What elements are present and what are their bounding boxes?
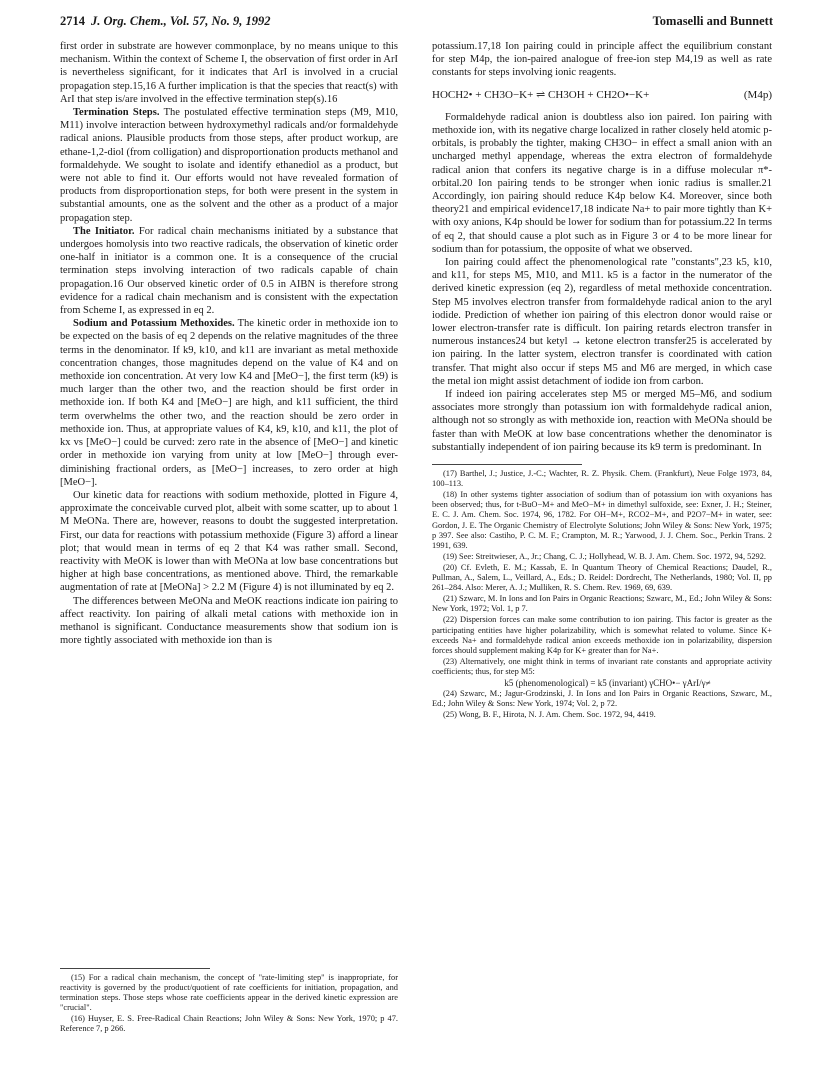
paragraph-text: The postulated effective termination steps (M9, M10, M11) involve interaction between hydroxymethyl radicals and/or formaldehyde radical anions. Plausible products from those steps, after product workup, are ethane-1,2-diol (from colligation) and disproportionation products methanol and formaldehyde. We sought to isolate and identify ethanediol as a product, but were not able to find it. Our efforts would not have revealed formation of products from disproportionation steps, for both were present in the system in substantial amounts, one as the solvent and the other as a product of a major propagation step. <box>60 107 398 224</box>
journal-citation: J. Org. Chem., Vol. 57, No. 9, 1992 <box>91 14 271 28</box>
paragraph: Formaldehyde radical anion is doubtless also ion paired. Ion pairing with methoxide ion, with its negative charge localized in rather closely held atomic p-orbitals, is probably the tighter, making CH3O− in effect a small anion with an uncharged methyl appendage, whereas the extra electron of formaldehyde radical anion that confers its negative charge is in a diffuse molecular π*-orbital.20 Ion pairing tends to be stronger when ionic radius is smaller.21 Accordingly, ion pairing should reduce K4p below K4. Moreover, since both theory21 and empirical evidence17,18 indicate Na+ to pair more tightly than K+ with oxy anions, K4p should be lower for sodium than for potassium.22 In terms of eq 2, that should cause a plot such as in Figure 3 or 4 to be more linear for sodium than for potassium, the opposite of what we observed. <box>432 111 772 255</box>
paragraph: Ion pairing could affect the phenomenological rate "constants",23 k5, k10, and k11, for steps M5, M10, and M11. k5 is a factor in the numerator of the derived kinetic expression (eq 2), regardless of metal methoxide concentration. Step M5 involves electron transfer from formaldehyde radical anion to the aryl iodide. Prediction of whether ion pairing of this electron donor would raise or lower electron-transfer rate is difficult. Ion pairing retards electron transfer in numerous instances24 but ketyl → ketone electron transfer25 is accelerated by ion pairing. In the latter system, electron transfer is coordinated with cation transfer. That might also occur if steps M5 and M6 are merged, in which case the metal ion might assist detachment of iodide ion from carbon. <box>432 257 772 387</box>
footnote-17: (17) Barthel, J.; Justice, J.-C.; Wachter, R. Z. Physik. Chem. (Frankfurt), Neue Folge 1973, 84, 100–113. <box>432 469 772 489</box>
footnote-25: (25) Wong, B. F., Hirota, N. J. Am. Chem. Soc. 1972, 94, 4419. <box>443 710 656 720</box>
running-head <box>60 14 773 32</box>
footnote-18: (18) In other systems tighter association of sodium than of potassium ion with oxyanions has been observed; thus, for t-BuO−M+ and MeO−M+ in dimethyl sulfoxide, see: Exner, J. H.; Steiner, E. C. J. Am. Chem. Soc. 1974, 96, 1782. For OH−M+, RCO2−M+, and P2O7−M+ in water, see: Gordon, J. E. The Organic Chemistry of Electrolyte Solutions; John Wiley & Sons: New York, 1975; p 397. See also: Castiho, P. C. M. F.; Crampton, M. R.; Yarwood, J. J. Chem. Soc., Perkin Trans. 2 1991, 639. <box>432 490 772 550</box>
footnote-rule <box>432 464 582 465</box>
left-column <box>60 40 398 647</box>
running-head-authors: Tomaselli and Bunnett <box>652 14 773 28</box>
equation-label: (M4p) <box>743 88 772 101</box>
footnote-16: (16) Huyser, E. S. Free-Radical Chain Reactions; John Wiley & Sons: New York, 1970; p 47. Reference 7, p 266. <box>60 1014 398 1034</box>
equation-text: HOCH2• + CH3O−K+ ⇌ CH3OH + CH2O•−K+ <box>432 88 650 101</box>
footnote-21: (21) Szwarc, M. In Ions and Ion Pairs in Organic Reactions; Szwarc, M., Ed.; John Wiley & Sons: New York, 1972; Vol. 1, p 7. <box>432 594 772 614</box>
page-number: 2714 <box>60 14 85 28</box>
paragraph: Our kinetic data for reactions with sodium methoxide, plotted in Figure 4, approximate the conceivable curved plot, albeit with some scatter, up to about 1 M MeONa. There are, however, reasons to doubt the suggested interpretation. First, our data for reactions with potassium methoxide (Figure 3) afford a linear plot; that would mean in terms of eq 2 that K4 was rather small. Second, reactivity with MeOK is lower than with MeONa at low base concentrations but higher at high base concentrations, as mentioned above. Third, the remarkable augmentation of rate at [MeONa] > 2.2 M (Figure 4) is not illuminated by eq 2. <box>60 489 398 594</box>
section-heading-termination: Termination Steps. <box>73 107 160 119</box>
footnote-rule <box>60 968 210 969</box>
footnote-15: (15) For a radical chain mechanism, the concept of "rate-limiting step" is inappropriate, for reactivity is governed by the product/quotient of rate coefficients for initiation, propagation, and termination steps. Those steps whose rate coefficients appear in the derived kinetic expression are "crucial". <box>60 973 398 1013</box>
running-head-left <box>60 14 271 29</box>
paragraph: potassium.17,18 Ion pairing could in principle affect the equilibrium constant for step M4p, the ion-paired analogue of free-ion step M4,19 as well as rate constants for steps involving ionic reagents. <box>432 41 772 79</box>
paragraph: The differences between MeONa and MeOK reactions indicate ion pairing to affect reactivity. Ion pairing of alkali metal cations with methoxide ion in methanol is significant. Conductance measurements show that sodium ion is more tightly associated with methoxide ion than is <box>60 595 398 647</box>
paragraph-methoxides <box>60 317 398 489</box>
footnote-equation: k5 (phenomenological) = k5 (invariant) γCHO•− γArI/γ≠ <box>504 677 711 688</box>
paragraph-termination <box>60 106 398 225</box>
right-column <box>432 40 772 721</box>
footnote-22: (22) Dispersion forces can make some contribution to ion pairing. This factor is greater as the participating entities have higher polarizability, which is somewhat related to volume. Since K+ exceeds Na+ and formaldehyde radical anion exceeds methoxide ion in polarizability, dispersion forces should supplement making K4p for K+ greater than for Na+. <box>432 615 772 655</box>
paragraph-initiator <box>60 225 398 317</box>
section-heading-initiator: The Initiator. <box>73 225 135 237</box>
footnote-23: (23) Alternatively, one might think in terms of invariant rate constants and appropriate activity coefficients; thus, for step M5: <box>432 656 772 676</box>
footnote-24: (24) Szwarc, M.; Jagur-Grodzinski, J. In Ions and Ion Pairs in Organic Reactions, Szwarc, M., Ed.; John Wiley & Sons: New York, 1974; Vol. 2, p 72. <box>432 689 772 709</box>
footnotes-left <box>60 973 398 1035</box>
paragraph-text: For radical chain mechanisms initiated by a substance that undergoes homolysis into two reactive radicals, the observation of kinetic order one-half in initiator is a common one. It is a consequence of the crucial termination steps involving interaction of two radicals capable of chain propagation.16 Our observed kinetic order of 0.5 in AIBN is therefore strong evidence for a radical chain mechanism and is consistent with the expectation from Scheme I, as expressed in eq 2. <box>60 225 398 317</box>
paragraph: If indeed ion pairing accelerates step M5 or merged M5–M6, and sodium associates more strongly than potassium ion with formaldehyde radical anion, although not so strongly as with methoxide ion, reaction with MeONa should be faster than with MeOK at low base concentrations whether the denominator is substantially independent of ion pairing because its k9 term is predominant. In <box>432 389 772 453</box>
footnote-20: (20) Cf. Evleth, E. M.; Kassab, E. In Quantum Theory of Chemical Reactions; Daudel, R., Pullman, A., Salem, L., Veillard, A., Eds.; D. Reidel: Dordrecht, The Netherlands, 1980; Vol. II, pp 261–284. Also: Merer, A. J.; Mulliken, R. S. Chem. Rev. 1969, 69, 639. <box>432 562 772 593</box>
footnote-19: (19) See: Streitwieser, A., Jr.; Chang, C. J.; Hollyhead, W. B. J. Am. Chem. Soc. 1972, 94, 5292. <box>443 551 767 561</box>
equation-m4p <box>432 89 772 102</box>
left-footnotes-block <box>60 960 398 1036</box>
section-heading-methoxides: Sodium and Potassium Methoxides. <box>73 318 235 330</box>
paragraph-text: The kinetic order in methoxide ion to be expected on the basis of eq 2 depends on the relative magnitudes of the three terms in the denominator. If k9, k10, and k11 are invariant as metal methoxide concentration changes, those magnitudes depend on the value of K4 and on methoxide ion concentration. At very low K4 and [MeO−], the first term (k9) is much larger than the other two, and the reaction should be first order in methoxide ion. If both K4 and [MeO−] are high, and k11 sufficient, the third term overwhelms the other two, and the reaction should be zero order in methoxide ion. Thus, at appropriate values of K4, k9, k10, and k11, the plot of kx vs [MeO−] could be curved: zero rate in the absence of [MeO−] and kinetic order in methoxide ion varying from unity at low [MeO−] through ever-diminishing fractional orders, as [MeO−] increases, to zero order at high [MeO−]. <box>60 318 399 488</box>
paragraph: first order in substrate are however commonplace, by no means unique to this mechanism. Within the context of Scheme I, the observation of first order in ArI is nevertheless significant, for it indicates that ArI is involved in a crucial propagation step.15,16 A further implication is that the species that react(s) with ArI that step is/are involved in the effective termination step(s).16 <box>60 41 398 105</box>
footnotes-right <box>432 469 772 720</box>
